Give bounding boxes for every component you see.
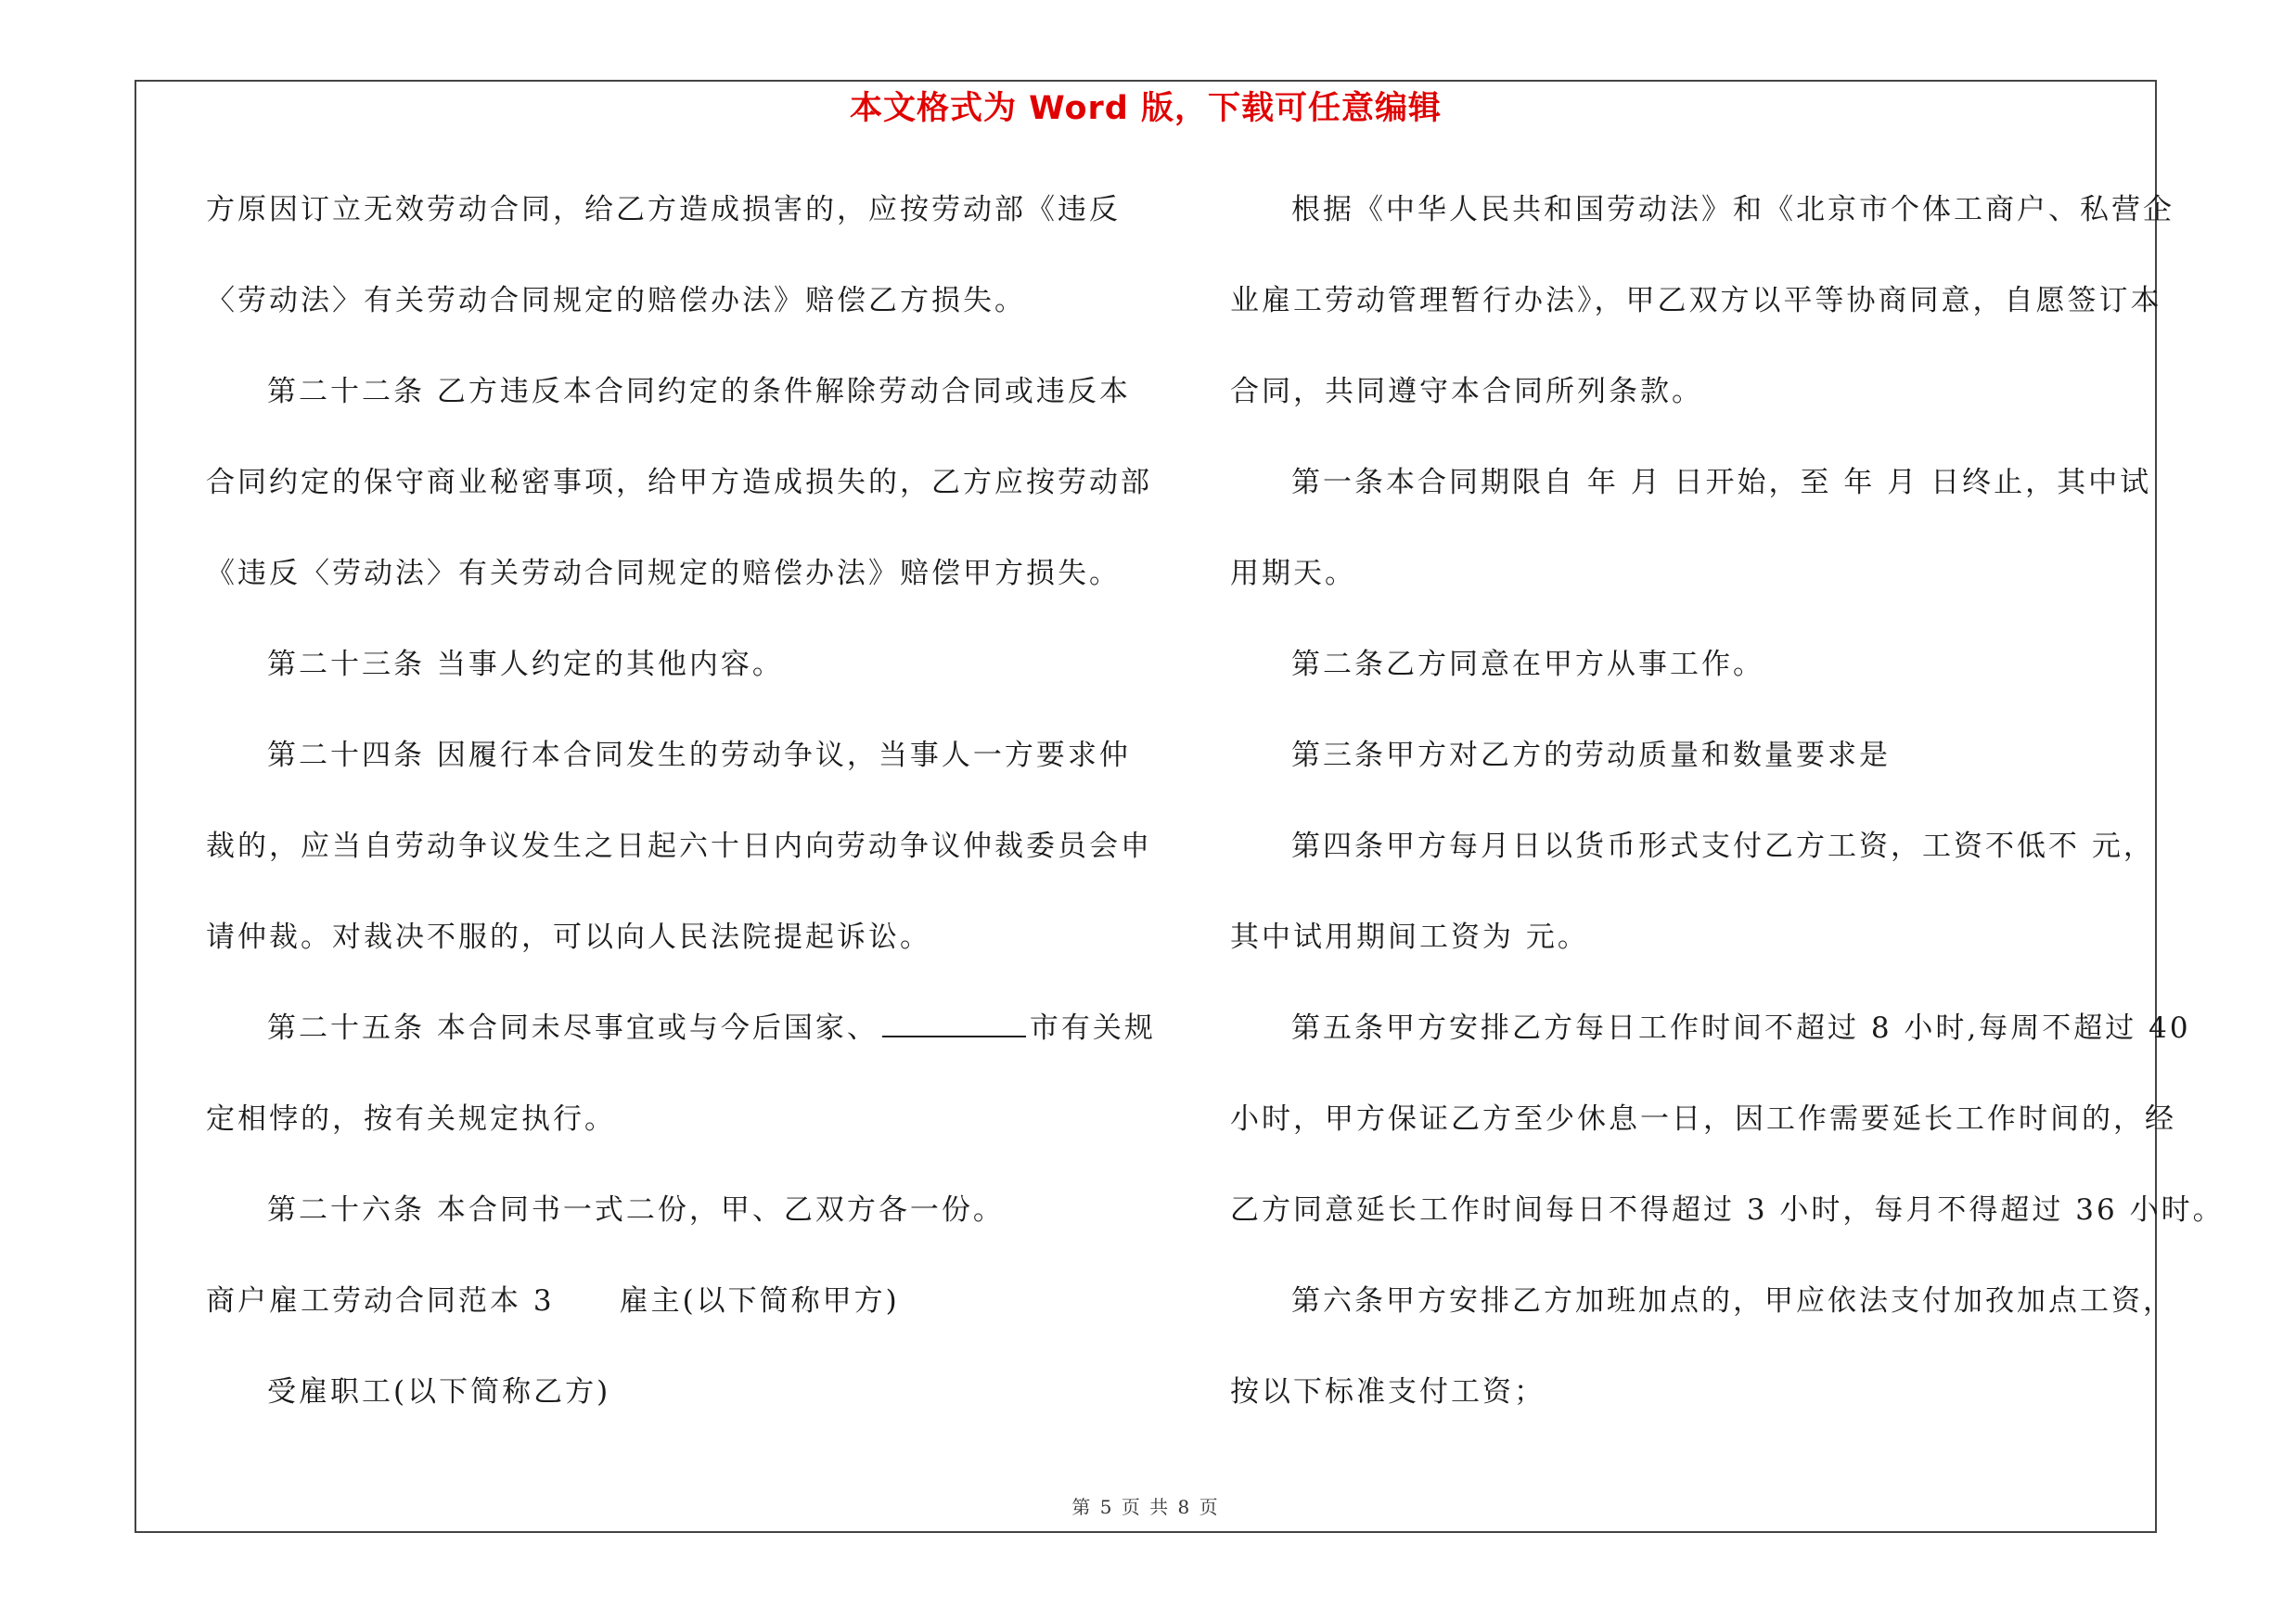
clause-26-line: 第二十六条 本合同书一式二份，甲、乙双方各一份。 xyxy=(267,1193,1005,1227)
fill-in-blank xyxy=(882,1010,1026,1037)
clause-22-line: 第二十二条 乙方违反本合同约定的条件解除劳动合同或违反本 xyxy=(267,375,1131,408)
paragraph-line: 用期天。 xyxy=(1230,557,1356,590)
paragraph-line: 裁的，应当自劳动争议发生之日起六十日内向劳动争议仲裁委员会申 xyxy=(206,830,1152,863)
article-2-line: 第二条乙方同意在甲方从事工作。 xyxy=(1291,648,1764,681)
format-notice-banner: 本文格式为 Word 版，下载可任意编辑 xyxy=(849,90,1443,127)
article-5-line: 第五条甲方安排乙方每日工作时间不超过 8 小时,每周不超过 40 xyxy=(1291,1011,2191,1045)
paragraph-line: 《违反〈劳动法〉有关劳动合同规定的赔偿办法》赔偿甲方损失。 xyxy=(206,557,1121,590)
clause-25-text-before: 第二十五条 本合同未尽事宜或与今后国家、 xyxy=(267,1011,879,1045)
clause-24-line: 第二十四条 因履行本合同发生的劳动争议，当事人一方要求仲 xyxy=(267,739,1131,772)
employee-label: 受雇职工(以下简称乙方) xyxy=(267,1375,611,1409)
paragraph-line: 请仲裁。对裁决不服的，可以向人民法院提起诉讼。 xyxy=(206,921,931,954)
paragraph-line: 合同，共同遵守本合同所列条款。 xyxy=(1230,375,1703,408)
paragraph-line: 其中试用期间工资为 元。 xyxy=(1230,921,1589,954)
template-title: 商户雇工劳动合同范本 3 xyxy=(206,1284,555,1318)
paragraph-line: 业雇工劳动管理暂行办法》，甲乙双方以平等协商同意，自愿签订本 xyxy=(1230,284,2162,317)
paragraph-line: 定相悖的，按有关规定执行。 xyxy=(206,1102,616,1136)
paragraph-line: 小时，甲方保证乙方至少休息一日，因工作需要延长工作时间的，经 xyxy=(1230,1102,2176,1136)
clause-25-text-after: 市有关规 xyxy=(1029,1011,1156,1045)
paragraph-line: 〈劳动法〉有关劳动合同规定的赔偿办法》赔偿乙方损失。 xyxy=(206,284,1026,317)
contract-template-heading xyxy=(206,1273,1124,1364)
paragraph-line: 合同约定的保守商业秘密事项，给甲方造成损失的，乙方应按劳动部 xyxy=(206,466,1152,499)
article-1-line: 第一条本合同期限自 年 月 日开始，至 年 月 日终止，其中试 xyxy=(1291,466,2152,499)
paragraph-line: 方原因订立无效劳动合同，给乙方造成损害的，应按劳动部《违反 xyxy=(206,193,1121,226)
right-text-column xyxy=(1230,182,2225,1455)
paragraph-line: 乙方同意延长工作时间每日不得超过 3 小时，每月不得超过 36 小时。 xyxy=(1230,1193,2225,1227)
left-text-column xyxy=(206,182,1156,1455)
preamble-line: 根据《中华人民共和国劳动法》和《北京市个体工商户、私营企 xyxy=(1291,193,2174,226)
paragraph-line: 按以下标准支付工资； xyxy=(1230,1375,1546,1409)
page-number: 第 5 页 共 8 页 xyxy=(1071,1496,1220,1518)
employer-label: 雇主(以下简称甲方) xyxy=(619,1284,900,1318)
article-4-line: 第四条甲方每月日以货币形式支付乙方工资，工资不低不 元， xyxy=(1291,830,2155,863)
article-6-line: 第六条甲方安排乙方加班加点的，甲应依法支付加孜加点工资， xyxy=(1291,1284,2174,1318)
article-3-line: 第三条甲方对乙方的劳动质量和数量要求是 xyxy=(1291,739,1891,772)
clause-23-line: 第二十三条 当事人约定的其他内容。 xyxy=(267,648,784,681)
clause-25-line xyxy=(206,1000,1156,1091)
